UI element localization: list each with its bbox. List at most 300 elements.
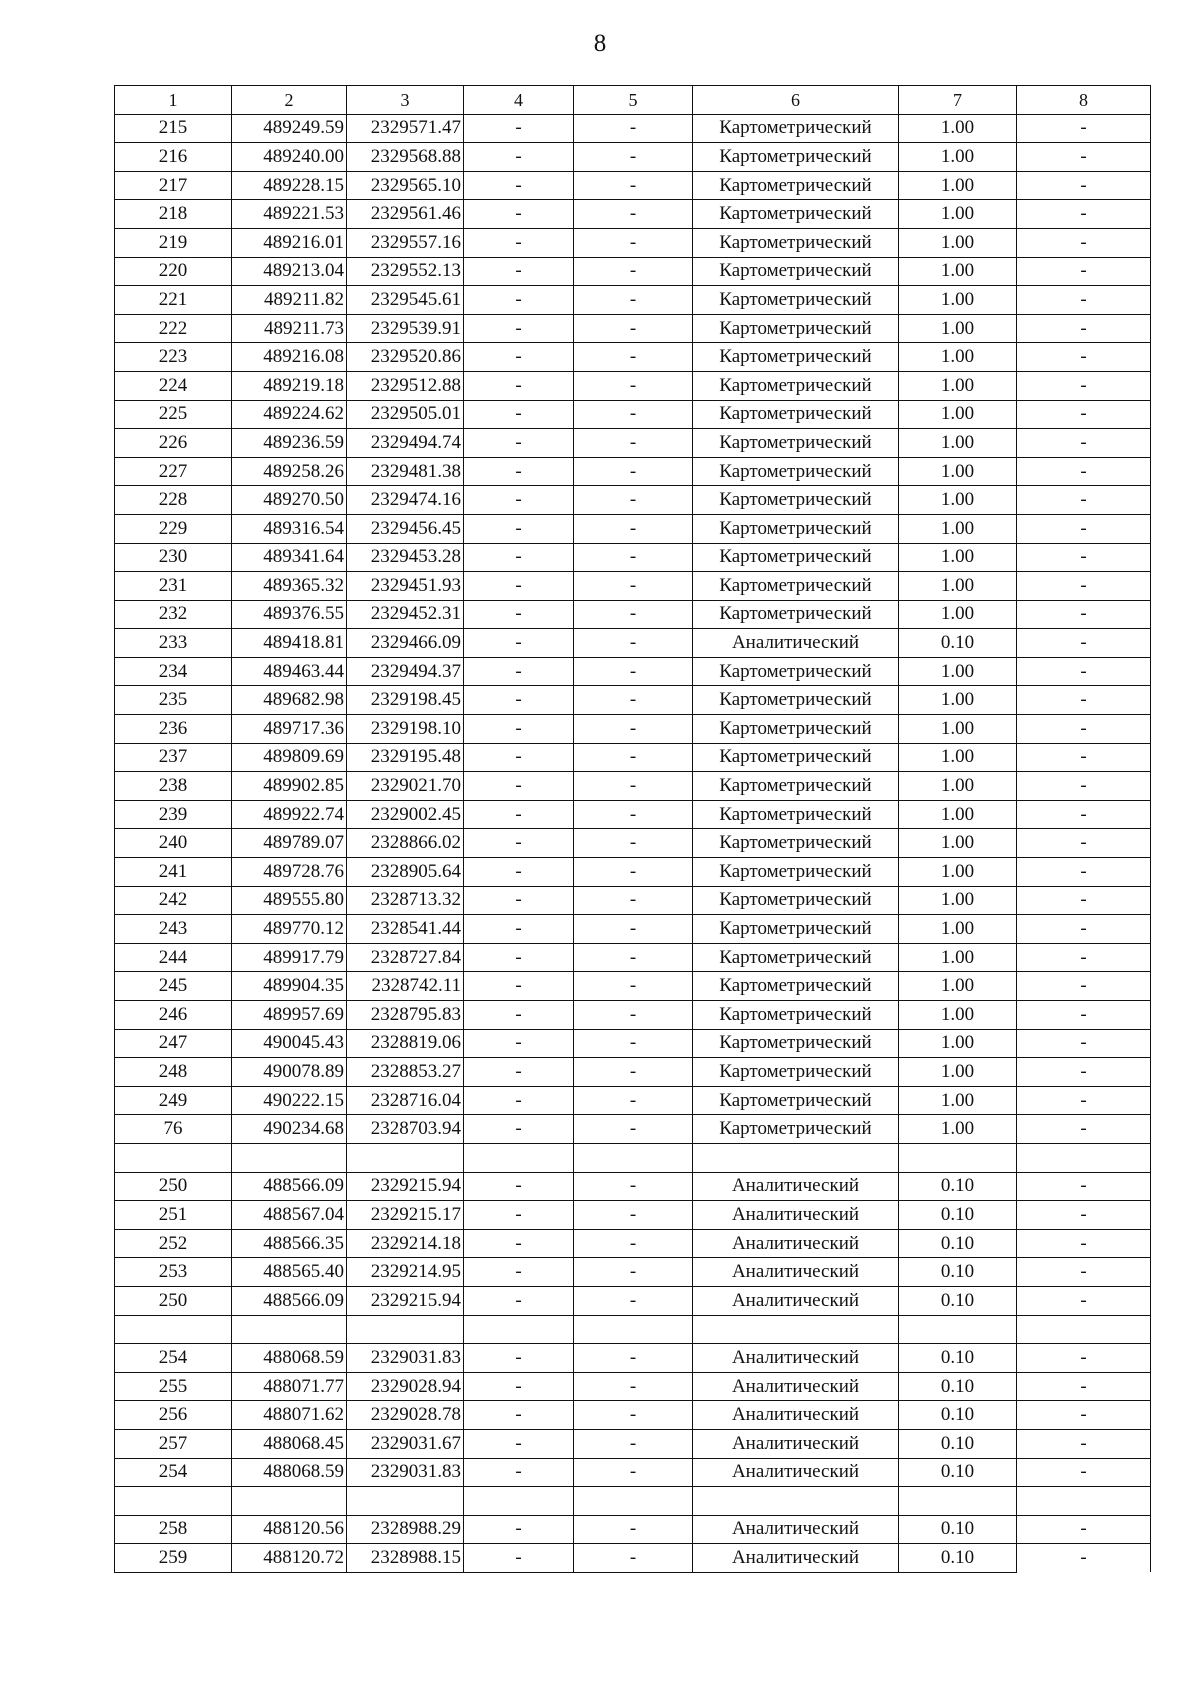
table-cell: 2329494.37 — [347, 657, 464, 686]
table-cell: 232 — [115, 600, 232, 629]
table-cell: 2329512.88 — [347, 371, 464, 400]
table-cell: 241 — [115, 858, 232, 887]
page-number: 8 — [593, 30, 607, 57]
table-cell: - — [1017, 772, 1151, 801]
table-cell: 240 — [115, 829, 232, 858]
table-cell: Картометрический — [693, 343, 899, 372]
table-cell: - — [1017, 1429, 1151, 1458]
column-header: 8 — [1017, 86, 1151, 115]
table-cell: Картометрический — [693, 114, 899, 143]
table-cell: - — [464, 171, 574, 200]
table-cell: - — [464, 143, 574, 172]
table-row — [115, 686, 1151, 715]
table-cell: - — [1017, 858, 1151, 887]
table-cell: 1.00 — [899, 200, 1017, 229]
table-cell: 488071.77 — [232, 1372, 347, 1401]
table-cell: 1.00 — [899, 743, 1017, 772]
table-cell: - — [574, 972, 693, 1001]
table-cell: 0.10 — [899, 1201, 1017, 1230]
table-cell: 2329565.10 — [347, 171, 464, 200]
table-cell: 488071.62 — [232, 1401, 347, 1430]
table-cell: - — [574, 915, 693, 944]
table-row — [115, 772, 1151, 801]
table-cell: - — [464, 772, 574, 801]
table-cell: Картометрический — [693, 915, 899, 944]
table-cell: 2328819.06 — [347, 1029, 464, 1058]
table-cell: 2328905.64 — [347, 858, 464, 887]
table-cell: - — [1017, 257, 1151, 286]
table-cell: 1.00 — [899, 715, 1017, 744]
table-cell: Картометрический — [693, 286, 899, 315]
table-cell: 227 — [115, 457, 232, 486]
table-cell: 253 — [115, 1258, 232, 1287]
table-row — [115, 1372, 1151, 1401]
column-header: 2 — [232, 86, 347, 115]
table-cell: - — [574, 1058, 693, 1087]
table-cell — [115, 1143, 232, 1172]
table-cell: 490045.43 — [232, 1029, 347, 1058]
table-cell: 0.10 — [899, 1544, 1017, 1573]
table-cell: 1.00 — [899, 886, 1017, 915]
table-cell: 1.00 — [899, 257, 1017, 286]
table-cell: 0.10 — [899, 1344, 1017, 1373]
table-cell: 2329453.28 — [347, 543, 464, 572]
table-cell: - — [464, 886, 574, 915]
table-cell: 489236.59 — [232, 429, 347, 458]
table-cell: 0.10 — [899, 1429, 1017, 1458]
table-cell: Картометрический — [693, 943, 899, 972]
table-cell: - — [574, 743, 693, 772]
table-row — [115, 943, 1151, 972]
table-cell: 0.10 — [899, 1372, 1017, 1401]
table-cell: 1.00 — [899, 371, 1017, 400]
table-cell — [574, 1315, 693, 1344]
table-cell: 76 — [115, 1115, 232, 1144]
table-cell: - — [464, 457, 574, 486]
table-cell: 1.00 — [899, 1058, 1017, 1087]
table-row — [115, 257, 1151, 286]
table-body — [115, 114, 1151, 1572]
table-cell — [574, 1487, 693, 1516]
column-header: 3 — [347, 86, 464, 115]
table-cell: - — [574, 1201, 693, 1230]
table-cell: 257 — [115, 1429, 232, 1458]
table-row — [115, 657, 1151, 686]
table-cell: 2329452.31 — [347, 600, 464, 629]
table-cell: 239 — [115, 800, 232, 829]
table-cell: 2329028.94 — [347, 1372, 464, 1401]
table-cell: - — [464, 829, 574, 858]
table-cell: - — [1017, 343, 1151, 372]
table-cell: Картометрический — [693, 228, 899, 257]
table-cell — [347, 1143, 464, 1172]
table-cell: - — [574, 600, 693, 629]
table-row — [115, 171, 1151, 200]
table-cell: 489717.36 — [232, 715, 347, 744]
table-cell: - — [1017, 543, 1151, 572]
table-cell: Картометрический — [693, 543, 899, 572]
table-cell: - — [464, 1544, 574, 1573]
table-cell: 1.00 — [899, 686, 1017, 715]
table-cell: 231 — [115, 572, 232, 601]
table-cell: - — [464, 1029, 574, 1058]
table-cell: - — [1017, 1172, 1151, 1201]
table-cell — [232, 1143, 347, 1172]
table-cell: 489555.80 — [232, 886, 347, 915]
table-cell: - — [574, 1515, 693, 1544]
table-cell: - — [1017, 600, 1151, 629]
table-cell: - — [574, 1086, 693, 1115]
table-row — [115, 371, 1151, 400]
table-cell: 1.00 — [899, 1115, 1017, 1144]
table-cell: Аналитический — [693, 1344, 899, 1373]
table-cell: 1.00 — [899, 772, 1017, 801]
table-cell: 2329561.46 — [347, 200, 464, 229]
table-cell: Картометрический — [693, 886, 899, 915]
table-row — [115, 486, 1151, 515]
table-cell: - — [464, 543, 574, 572]
table-cell: 234 — [115, 657, 232, 686]
table-cell: - — [574, 371, 693, 400]
table-cell: - — [464, 1086, 574, 1115]
table-cell: 2328742.11 — [347, 972, 464, 1001]
table-cell: - — [1017, 1515, 1151, 1544]
table-cell: Картометрический — [693, 171, 899, 200]
table-cell: 488566.35 — [232, 1229, 347, 1258]
table-cell: - — [574, 1258, 693, 1287]
table-cell — [347, 1315, 464, 1344]
table-row — [115, 429, 1151, 458]
table-cell: 229 — [115, 514, 232, 543]
table-cell — [574, 1143, 693, 1172]
table-cell — [899, 1143, 1017, 1172]
table-cell — [899, 1315, 1017, 1344]
table-cell: Картометрический — [693, 457, 899, 486]
table-row — [115, 200, 1151, 229]
table-cell: Картометрический — [693, 572, 899, 601]
table-cell: 1.00 — [899, 143, 1017, 172]
table-cell: - — [464, 915, 574, 944]
coordinates-table — [114, 85, 1151, 1573]
table-cell: 489216.08 — [232, 343, 347, 372]
table-cell: Картометрический — [693, 1001, 899, 1030]
table-cell: 488566.09 — [232, 1286, 347, 1315]
table-cell: - — [574, 629, 693, 658]
table-cell — [115, 1487, 232, 1516]
table-cell: Картометрический — [693, 829, 899, 858]
table-cell: - — [574, 314, 693, 343]
table-cell: 219 — [115, 228, 232, 257]
table-row — [115, 114, 1151, 143]
table-cell: - — [574, 343, 693, 372]
table-cell: 1.00 — [899, 915, 1017, 944]
table-cell: - — [574, 1429, 693, 1458]
table-cell: - — [464, 1001, 574, 1030]
table-cell: - — [574, 800, 693, 829]
table-row — [115, 228, 1151, 257]
table-row — [115, 743, 1151, 772]
table-cell: - — [574, 486, 693, 515]
table-cell: 2328713.32 — [347, 886, 464, 915]
table-cell: 1.00 — [899, 1029, 1017, 1058]
table-cell: Картометрический — [693, 972, 899, 1001]
table-row — [115, 915, 1151, 944]
table-row — [115, 457, 1151, 486]
table-cell: - — [464, 486, 574, 515]
table-cell: - — [464, 743, 574, 772]
table-cell: - — [464, 286, 574, 315]
table-cell: 2329214.95 — [347, 1258, 464, 1287]
table-row — [115, 572, 1151, 601]
table-cell: 215 — [115, 114, 232, 143]
table-cell: 489316.54 — [232, 514, 347, 543]
table-row — [115, 1315, 1151, 1344]
table-cell: - — [574, 1544, 693, 1573]
table-cell: 489211.73 — [232, 314, 347, 343]
table-cell: - — [574, 1458, 693, 1487]
table-cell: - — [1017, 514, 1151, 543]
table-row — [115, 1001, 1151, 1030]
table-cell: 1.00 — [899, 572, 1017, 601]
table-cell: 489902.85 — [232, 772, 347, 801]
table-cell: 2329198.45 — [347, 686, 464, 715]
table-row — [115, 143, 1151, 172]
table-cell: 489376.55 — [232, 600, 347, 629]
column-header: 5 — [574, 86, 693, 115]
table-cell: 258 — [115, 1515, 232, 1544]
table-cell: 2329520.86 — [347, 343, 464, 372]
table-cell: - — [1017, 1258, 1151, 1287]
table-cell: Картометрический — [693, 371, 899, 400]
table-cell: 2329021.70 — [347, 772, 464, 801]
table-cell: - — [464, 429, 574, 458]
table-cell: 489682.98 — [232, 686, 347, 715]
table-cell: 235 — [115, 686, 232, 715]
table-cell: 252 — [115, 1229, 232, 1258]
table-row — [115, 1115, 1151, 1144]
table-cell: - — [464, 629, 574, 658]
table-cell: 216 — [115, 143, 232, 172]
table-cell: 1.00 — [899, 314, 1017, 343]
table-cell: - — [574, 200, 693, 229]
table-cell: - — [574, 1401, 693, 1430]
table-cell: 489789.07 — [232, 829, 347, 858]
table-cell: 254 — [115, 1344, 232, 1373]
table-cell: - — [574, 858, 693, 887]
table-cell: - — [1017, 629, 1151, 658]
table-cell: - — [1017, 1115, 1151, 1144]
table-row — [115, 972, 1151, 1001]
table-cell: 2329456.45 — [347, 514, 464, 543]
table-cell: 489341.64 — [232, 543, 347, 572]
table-row — [115, 1058, 1151, 1087]
table-cell: Картометрический — [693, 429, 899, 458]
table-cell: 2329481.38 — [347, 457, 464, 486]
table-cell: - — [464, 1458, 574, 1487]
table-cell: - — [1017, 200, 1151, 229]
table-cell: - — [1017, 1029, 1151, 1058]
table-row — [115, 715, 1151, 744]
table-cell: - — [464, 1344, 574, 1373]
column-header: 4 — [464, 86, 574, 115]
header-row — [115, 86, 1151, 115]
table-cell: 1.00 — [899, 829, 1017, 858]
table-cell: - — [1017, 800, 1151, 829]
table-row — [115, 1344, 1151, 1373]
table-cell: 2329571.47 — [347, 114, 464, 143]
table-row — [115, 1429, 1151, 1458]
table-cell: 489728.76 — [232, 858, 347, 887]
table-row — [115, 858, 1151, 887]
table-cell: - — [464, 314, 574, 343]
table-cell: 243 — [115, 915, 232, 944]
table-cell: - — [464, 1429, 574, 1458]
table-cell: Картометрический — [693, 1058, 899, 1087]
table-cell: - — [574, 943, 693, 972]
table-cell: Картометрический — [693, 657, 899, 686]
table-cell: 2329474.16 — [347, 486, 464, 515]
table-cell: - — [1017, 457, 1151, 486]
table-cell: 489221.53 — [232, 200, 347, 229]
table-cell: - — [464, 715, 574, 744]
table-cell — [232, 1315, 347, 1344]
table-cell: - — [1017, 1201, 1151, 1230]
table-cell: 1.00 — [899, 228, 1017, 257]
table-cell: 488566.09 — [232, 1172, 347, 1201]
table-cell: - — [464, 200, 574, 229]
table-cell: 489922.74 — [232, 800, 347, 829]
table-row — [115, 1458, 1151, 1487]
table-cell — [464, 1315, 574, 1344]
table-cell: - — [1017, 1544, 1151, 1573]
table-cell: - — [464, 114, 574, 143]
table-cell: 489219.18 — [232, 371, 347, 400]
table-cell: Аналитический — [693, 1286, 899, 1315]
table-cell: 1.00 — [899, 600, 1017, 629]
table-cell: 488120.72 — [232, 1544, 347, 1573]
table-cell: - — [1017, 886, 1151, 915]
table-header — [115, 86, 1151, 115]
table-cell: 489809.69 — [232, 743, 347, 772]
table-cell: - — [1017, 1401, 1151, 1430]
table-cell: - — [574, 114, 693, 143]
table-cell: Картометрический — [693, 1086, 899, 1115]
table-cell: - — [464, 1401, 574, 1430]
table-row — [115, 1172, 1151, 1201]
table-cell: 488068.59 — [232, 1344, 347, 1373]
table-cell: 2328988.29 — [347, 1515, 464, 1544]
table-cell: Аналитический — [693, 1201, 899, 1230]
table-cell: 2329466.09 — [347, 629, 464, 658]
table-row — [115, 514, 1151, 543]
table-cell: - — [464, 972, 574, 1001]
table-cell: 0.10 — [899, 1286, 1017, 1315]
table-cell: 2329002.45 — [347, 800, 464, 829]
table-cell: 489224.62 — [232, 400, 347, 429]
table-cell: 2328988.15 — [347, 1544, 464, 1573]
table-cell: 251 — [115, 1201, 232, 1230]
table-cell: Аналитический — [693, 1515, 899, 1544]
table-cell: 1.00 — [899, 943, 1017, 972]
table-cell: 2329545.61 — [347, 286, 464, 315]
table-cell: - — [1017, 114, 1151, 143]
table-cell: - — [574, 1229, 693, 1258]
table-cell: - — [464, 572, 574, 601]
table-cell: - — [1017, 1372, 1151, 1401]
table-row — [115, 800, 1151, 829]
table-cell: - — [1017, 915, 1151, 944]
table-cell: 2329028.78 — [347, 1401, 464, 1430]
table-cell: - — [574, 286, 693, 315]
table-cell: - — [574, 657, 693, 686]
table-cell: 217 — [115, 171, 232, 200]
table-cell: 238 — [115, 772, 232, 801]
table-cell: 259 — [115, 1544, 232, 1573]
table-cell: - — [464, 400, 574, 429]
table-cell: 237 — [115, 743, 232, 772]
table-cell: - — [574, 686, 693, 715]
table-cell: Аналитический — [693, 1458, 899, 1487]
table-cell: Картометрический — [693, 743, 899, 772]
table-cell: 249 — [115, 1086, 232, 1115]
table-cell: - — [574, 1286, 693, 1315]
table-cell: 223 — [115, 343, 232, 372]
table-cell: 254 — [115, 1458, 232, 1487]
table-row — [115, 286, 1151, 315]
table-row — [115, 1258, 1151, 1287]
table-cell: 226 — [115, 429, 232, 458]
table-cell: - — [1017, 943, 1151, 972]
table-cell: - — [464, 343, 574, 372]
table-cell — [693, 1487, 899, 1516]
table-cell: Картометрический — [693, 1115, 899, 1144]
table-cell: Картометрический — [693, 514, 899, 543]
table-cell: 489216.01 — [232, 228, 347, 257]
table-cell: - — [574, 228, 693, 257]
table-row — [115, 829, 1151, 858]
table-cell: 1.00 — [899, 114, 1017, 143]
table-cell: - — [574, 715, 693, 744]
table-cell: - — [574, 1001, 693, 1030]
table-cell: Картометрический — [693, 314, 899, 343]
table-cell: - — [574, 1172, 693, 1201]
table-cell: - — [1017, 171, 1151, 200]
table-cell: 248 — [115, 1058, 232, 1087]
table-cell: 489213.04 — [232, 257, 347, 286]
table-cell: 488567.04 — [232, 1201, 347, 1230]
table-cell: - — [574, 171, 693, 200]
table-cell: Картометрический — [693, 600, 899, 629]
table-cell: - — [464, 600, 574, 629]
table-cell — [693, 1143, 899, 1172]
table-cell: - — [464, 1201, 574, 1230]
table-cell: 1.00 — [899, 800, 1017, 829]
table-row — [115, 1286, 1151, 1315]
table-cell: 490234.68 — [232, 1115, 347, 1144]
table-cell: - — [464, 228, 574, 257]
table-cell: 2328866.02 — [347, 829, 464, 858]
table-cell: Аналитический — [693, 629, 899, 658]
table-cell: 245 — [115, 972, 232, 1001]
table-cell: 1.00 — [899, 400, 1017, 429]
table-cell: 1.00 — [899, 972, 1017, 1001]
table-cell: 490222.15 — [232, 1086, 347, 1115]
table-row — [115, 629, 1151, 658]
table-cell: - — [574, 429, 693, 458]
table-cell: 2329215.94 — [347, 1172, 464, 1201]
table-cell: 489240.00 — [232, 143, 347, 172]
table-row — [115, 1143, 1151, 1172]
